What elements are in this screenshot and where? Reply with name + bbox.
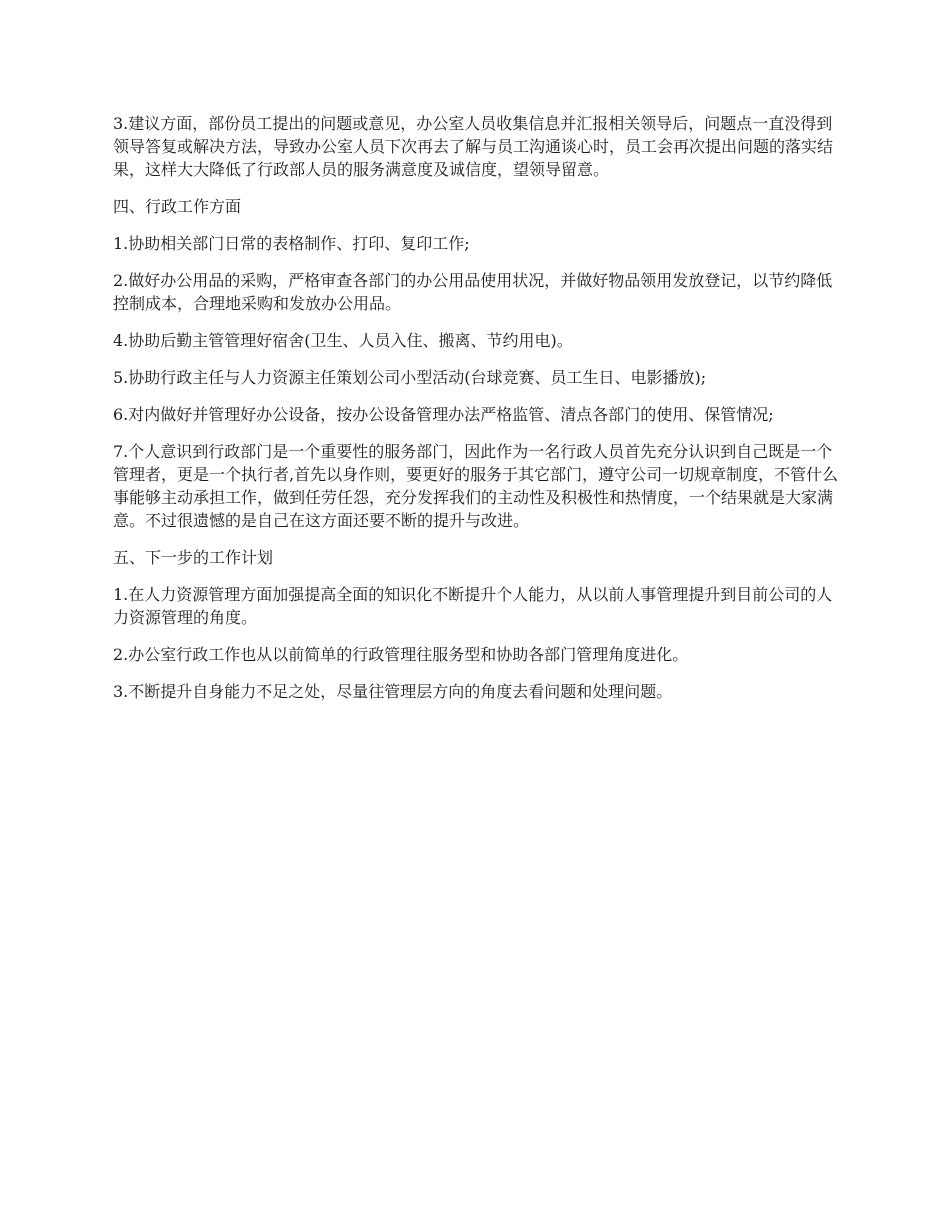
paragraph-admin-2: 2.做好办公用品的采购，严格审查各部门的办公用品使用状况，并做好物品领用发放登记，以节约降低控制成本，合理地采购和发放办公用品。: [113, 271, 833, 313]
paragraph-admin-4: 4.协助后勤主管管理好宿舍(卫生、人员入住、搬离、节约用电)。: [113, 331, 573, 350]
document-body: [113, 112, 840, 717]
section-heading-admin-work: 四、行政工作方面: [113, 197, 242, 216]
paragraph-admin-5: 5.协助行政主任与人力资源主任策划公司小型活动(台球竞赛、员工生日、电影播放);: [113, 368, 707, 387]
paragraph-plan-3: 3.不断提升自身能力不足之处，尽量往管理层方向的角度去看问题和处理问题。: [113, 682, 673, 701]
paragraph-suggestion-3: 3.建议方面，部份员工提出的问题或意见，办公室人员收集信息并汇报相关领导后，问题点一直没得到领导答复或解决方法，导致办公室人员下次再去了解与员工沟通谈心时，员工会再次提出问题的落实结果，这样大大降低了行政部人员的服务满意度及诚信度，望领导留意。: [113, 114, 834, 179]
section-heading-next-plan: 五、下一步的工作计划: [113, 548, 274, 567]
paragraph-admin-7: 7.个人意识到行政部门是一个重要性的服务部门，因此作为一名行政人员首先充分认识到自己既是一个管理者，更是一个执行者,首先以身作则，要更好的服务于其它部门，遵守公司一切规章制度，不管什么事能够主动承担工作，做到任劳任怨，充分发挥我们的主动性及积极性和热情度，一个结果就是大家满意。不过很遗憾的是自己在这方面还要不断的提升与改进。: [113, 442, 839, 530]
paragraph-admin-1: 1.协助相关部门日常的表格制作、打印、复印工作;: [113, 234, 470, 253]
paragraph-plan-2: 2.办公室行政工作也从以前简单的行政管理往服务型和协助各部门管理角度进化。: [113, 645, 689, 664]
paragraph-plan-1: 1.在人力资源管理方面加强提高全面的知识化不断提升个人能力，从以前人事管理提升到目前公司的人力资源管理的角度。: [113, 585, 833, 627]
paragraph-admin-6: 6.对内做好并管理好办公设备，按办公设备管理办法严格监管、清点各部门的使用、保管情况;: [113, 405, 774, 424]
